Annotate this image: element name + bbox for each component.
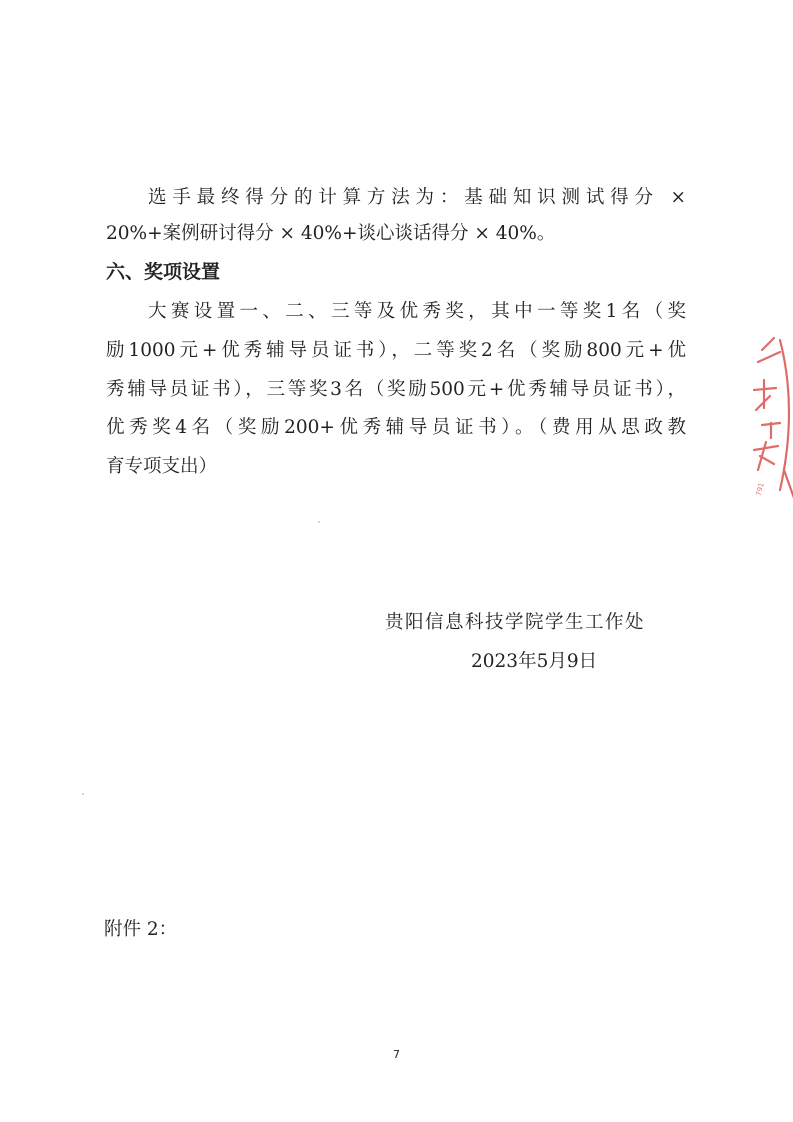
svg-text:791: 791: [754, 481, 766, 497]
page-number: 7: [393, 1048, 400, 1061]
paragraph-score-method-line-2: 20%+案例研讨得分 × 40%+谈心谈话得分 × 40%。: [106, 223, 556, 244]
paragraph-awards-line-3: 秀辅导员证书），三等奖3名（奖励500元+优秀辅导员证书），: [106, 379, 686, 400]
paragraph-awards-line-2: 励1000元+优秀辅导员证书），二等奖2名（奖励800元+优: [106, 340, 686, 361]
paragraph-score-method-line-1: 选手最终得分的计算方法为：基础知识测试得分 ×: [148, 187, 686, 208]
official-seal-stamp: [740, 330, 793, 500]
paragraph-awards-line-5: 育专项支出）: [106, 456, 218, 477]
signature-date: 2023年5月9日: [471, 651, 598, 672]
paragraph-awards-line-1: 大赛设置一、二、三等及优秀奖，其中一等奖1名（奖: [148, 301, 686, 322]
attachment-label: 附件 2：: [104, 919, 178, 940]
scan-speck: [318, 521, 320, 523]
signature-org: 贵阳信息科技学院学生工作处: [385, 612, 646, 633]
scan-speck: [82, 793, 84, 795]
paragraph-awards-line-4: 优秀奖4名（奖励200+优秀辅导员证书）。（费用从思政教: [106, 417, 686, 438]
section-heading-awards: 六、奖项设置: [106, 261, 221, 283]
